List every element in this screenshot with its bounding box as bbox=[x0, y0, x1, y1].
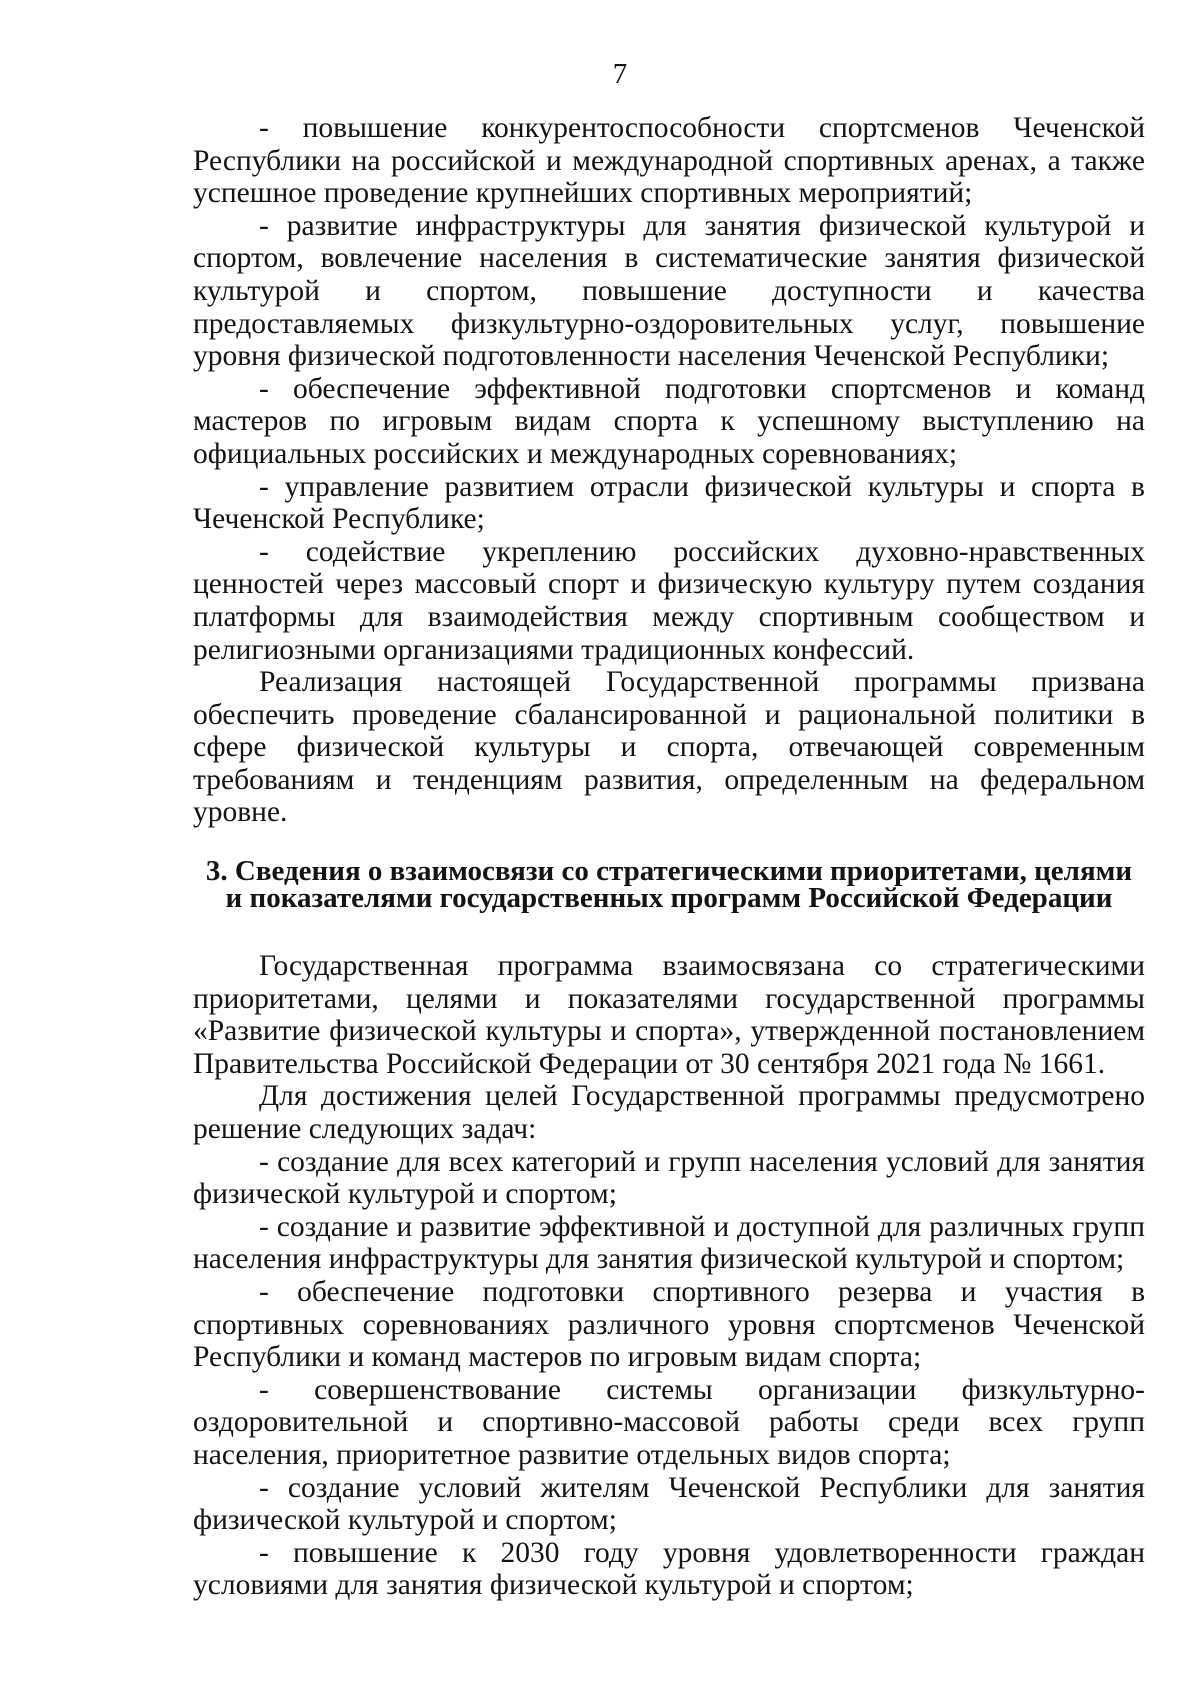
paragraph-goal-infrastructure: - развитие инфраструктуры для занятия физической культурой и спортом, вовлечение населения в систематические занятия физической культурой и спортом, повышение доступности и качества предоставляемых физкультурно-оздоровительных услуг, повышение уровня физической подготовленности населения Чеченской Республики; bbox=[193, 209, 1145, 373]
paragraph-program-implementation: Реализация настоящей Государственной программы призвана обеспечить проведение сбалансированной и рациональной политики в сфере физической культуры и спорта, отвечающей современным требованиям и тенденциям развития, определенным на федеральном уровне. bbox=[193, 666, 1145, 829]
paragraph-task-organization: - совершенствование системы организации физкультурно-оздоровительной и спортивно-массовой работы среди всех групп населения, приоритетное развитие отдельных видов спорта; bbox=[193, 1373, 1145, 1471]
section-heading-line-1: 3. Сведения о взаимосвязи со стратегическими приоритетами, целями bbox=[205, 855, 1133, 887]
paragraph-program-relation: Государственная программа взаимосвязана со стратегическими приоритетами, целями и показателями государственной программы «Развитие физической культуры и спорта», утвержденной постановлением Правительства Российской Федерации от 30 сентября 2021 года № 1661. bbox=[193, 950, 1145, 1080]
paragraph-goal-values: - содействие укреплению российских духовно-нравственных ценностей через массовый спорт и физическую культуру путем создания платформы для взаимодействия между спортивным сообществом и религиозными организациями традиционных конфессий. bbox=[193, 535, 1145, 666]
paragraph-task-infrastructure: - создание и развитие эффективной и доступной для различных групп населения инфраструктуры для занятия физической культурой и спортом; bbox=[193, 1210, 1145, 1276]
bottom-text-block bbox=[193, 950, 1145, 1602]
paragraph-goal-competitiveness: - повышение конкурентоспособности спортсменов Чеченской Республики на российской и международной спортивных аренах, а также успешное проведение крупнейших спортивных мероприятий; bbox=[193, 112, 1145, 210]
section-heading-line-2: и показателями государственных программ Российской Федерации bbox=[225, 882, 1113, 914]
page-number: 7 bbox=[612, 58, 628, 90]
section-heading bbox=[193, 855, 1145, 914]
paragraph-tasks-intro: Для достижения целей Государственной программы предусмотрено решение следующих задач: bbox=[193, 1080, 1145, 1145]
paragraph-task-reserve: - обеспечение подготовки спортивного резерва и участия в спортивных соревнованиях различного уровня спортсменов Чеченской Республики и команд мастеров по игровым видам спорта; bbox=[193, 1275, 1145, 1374]
top-text-block bbox=[193, 112, 1145, 829]
paragraph-task-residents: - создание условий жителям Чеченской Республики для занятия физической культурой и спортом; bbox=[193, 1471, 1145, 1537]
paragraph-goal-industry-management: - управление развитием отрасли физической культуры и спорта в Чеченской Республике; bbox=[193, 470, 1145, 536]
paragraph-task-satisfaction: - повышение к 2030 году уровня удовлетворенности граждан условиями для занятия физической культурой и спортом; bbox=[193, 1536, 1145, 1602]
paragraph-task-conditions: - создание для всех категорий и групп населения условий для занятия физической культурой и спортом; bbox=[193, 1145, 1145, 1211]
paragraph-goal-athlete-training: - обеспечение эффективной подготовки спортсменов и команд мастеров по игровым видам спорта к успешному выступлению на официальных российских и международных соревнованиях; bbox=[193, 372, 1145, 470]
